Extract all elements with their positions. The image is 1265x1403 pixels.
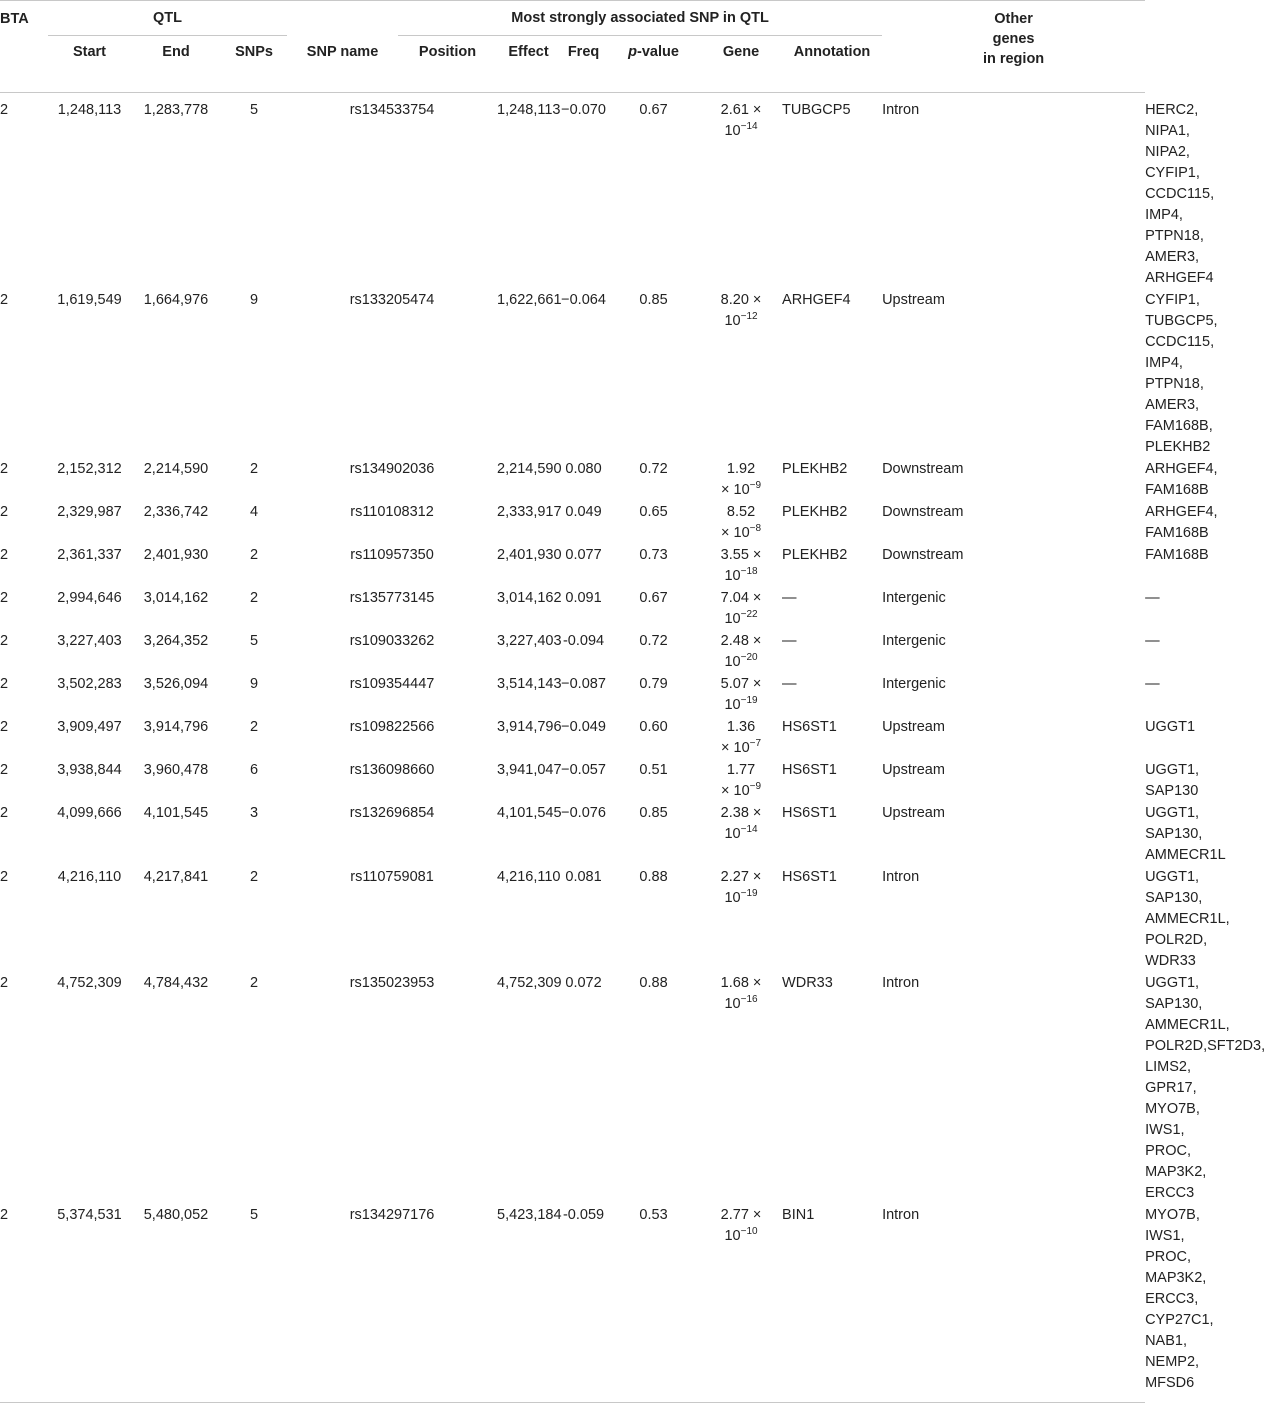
cell-gene: PLEKHB2 bbox=[782, 460, 848, 477]
cell-effect: −0.087 bbox=[561, 675, 606, 692]
cell-gene: BIN1 bbox=[782, 1205, 882, 1403]
cell-snps: 2 bbox=[249, 589, 259, 606]
header-snp-name: SNP name bbox=[287, 36, 398, 93]
cell-snp-name: rs135773145 bbox=[349, 589, 435, 606]
cell-snp-name: rs110759081 bbox=[350, 868, 434, 885]
cell-gene: PLEKHB2 bbox=[782, 546, 848, 563]
cell-bta: 2 bbox=[0, 761, 9, 778]
header-pvalue: p-value bbox=[607, 36, 700, 93]
cell-snps: 3 bbox=[249, 804, 259, 821]
cell-position: 1,248,113 bbox=[497, 102, 561, 118]
header-snps: SNPs bbox=[221, 36, 287, 93]
cell-gene: — bbox=[782, 675, 797, 692]
cell-pvalue: 1.77 × $10^{-9}$ bbox=[721, 761, 762, 799]
cell-effect: 0.091 bbox=[565, 589, 602, 606]
cell-gene: TUBGCP5 bbox=[782, 102, 851, 118]
cell-position: 2,333,917 bbox=[497, 503, 562, 520]
cell-gene: WDR33 bbox=[782, 974, 833, 991]
cell-pvalue: 2.77 × $10^{-10}$ bbox=[700, 1205, 782, 1403]
table-row: 2 2,329,987 2,336,742 4 rs110108312 2,333,917 0.049 0.65 8.52 × $10^{-8}$ PLEKHB2 Downstream ARHGEF4, FAM168B bbox=[0, 502, 1145, 545]
cell-pvalue: 3.55 × $10^{-18}$ bbox=[720, 546, 762, 584]
cell-gene: — bbox=[782, 632, 797, 649]
cell-start: 2,152,312 bbox=[57, 460, 122, 477]
cell-snps: 5 bbox=[249, 102, 259, 118]
cell-pvalue: 8.20 × $10^{-12}$ bbox=[720, 291, 762, 329]
cell-snp-name: rs132696854 bbox=[349, 804, 435, 821]
cell-start: 1,248,113 bbox=[57, 102, 122, 118]
cell-pvalue: 1.68 × $10^{-16}$ bbox=[720, 974, 762, 1012]
cell-effect: −0.064 bbox=[561, 291, 606, 308]
cell-effect: 0.072 bbox=[565, 974, 602, 991]
table-row: 2 4,099,666 4,101,545 3 rs132696854 4,101,545 −0.076 0.85 2.38 × $10^{-14}$ HS6ST1 Upstream UGGT1, SAP130, AMMECR1L bbox=[0, 803, 1145, 867]
table-row: 2 1,248,113 1,283,778 5 rs134533754 1,248,113 −0.070 0.67 2.61 × $10^{-14}$ TUBGCP5 Intron HERC2, NIPA1, NIPA2, CYFIP1, CCDC115, IMP4, PTPN18, AMER3, ARHGEF4 bbox=[0, 93, 1145, 290]
cell-position: 3,014,162 bbox=[497, 589, 562, 606]
cell-annotation: Downstream bbox=[882, 546, 964, 563]
table-row: 2 2,152,312 2,214,590 2 rs134902036 2,214,590 0.080 0.72 1.92 × $10^{-9}$ PLEKHB2 Downstream ARHGEF4, FAM168B bbox=[0, 459, 1145, 502]
cell-bta: 2 bbox=[0, 291, 9, 308]
cell-end: 1,664,976 bbox=[143, 291, 209, 308]
cell-start: 2,994,646 bbox=[57, 589, 122, 606]
table-body bbox=[0, 93, 1265, 1403]
cell-position: 3,914,796 bbox=[497, 718, 562, 735]
cell-end: 2,214,590 bbox=[143, 460, 209, 477]
cell-start: 4,099,666 bbox=[57, 804, 122, 821]
cell-snp-name: rs109354447 bbox=[349, 675, 435, 692]
cell-end: 4,101,545 bbox=[143, 804, 209, 821]
cell-end: 1,283,778 bbox=[143, 102, 209, 118]
cell-position: 3,227,403 bbox=[497, 632, 562, 649]
cell-end: 3,914,796 bbox=[143, 718, 209, 735]
cell-annotation: Downstream bbox=[882, 503, 964, 520]
cell-freq: 0.88 bbox=[639, 868, 668, 885]
cell-snp-name: rs109033262 bbox=[349, 632, 435, 649]
table-row: 2 3,502,283 3,526,094 9 rs109354447 3,514,143 −0.087 0.79 5.07 × $10^{-19}$ — Intergenic — bbox=[0, 674, 1145, 717]
cell-position: 4,216,110 bbox=[497, 868, 561, 885]
cell-position: 4,752,309 bbox=[497, 974, 562, 991]
cell-snp-name: rs110957350 bbox=[350, 546, 434, 563]
cell-snps: 2 bbox=[249, 718, 259, 735]
header-freq: Freq bbox=[560, 36, 607, 93]
cell-snp-name: rs133205474 bbox=[349, 291, 435, 308]
cell-end: 3,526,094 bbox=[143, 675, 209, 692]
cell-pvalue: 1.36 × $10^{-7}$ bbox=[721, 718, 762, 756]
cell-annotation: Intergenic bbox=[882, 675, 946, 692]
cell-snps: 9 bbox=[249, 291, 259, 308]
cell-gene: HS6ST1 bbox=[782, 804, 837, 821]
cell-bta: 2 bbox=[0, 589, 9, 606]
header-qtl: QTL bbox=[48, 1, 287, 36]
cell-effect: −0.057 bbox=[561, 761, 606, 778]
cell-pvalue: 2.27 × $10^{-19}$ bbox=[720, 868, 762, 906]
cell-gene: HS6ST1 bbox=[782, 868, 837, 885]
cell-annotation: Intron bbox=[882, 868, 920, 885]
cell-snps: 4 bbox=[249, 503, 259, 520]
cell-snp-name: rs110108312 bbox=[350, 503, 434, 520]
cell-start: 3,909,497 bbox=[57, 718, 122, 735]
header-bta: BTA bbox=[0, 1, 48, 93]
cell-snps: 2 bbox=[249, 460, 259, 477]
cell-annotation: Intron bbox=[882, 1205, 1145, 1403]
cell-annotation: Downstream bbox=[882, 460, 964, 477]
table-row: 2 3,909,497 3,914,796 2 rs109822566 3,914,796 −0.049 0.60 1.36 × $10^{-7}$ HS6ST1 Upstream UGGT1 bbox=[0, 717, 1145, 760]
table-row: 2 3,938,844 3,960,478 6 rs136098660 3,941,047 −0.057 0.51 1.77 × $10^{-9}$ HS6ST1 Upstream UGGT1, SAP130 bbox=[0, 760, 1145, 803]
cell-start: 1,619,549 bbox=[57, 291, 122, 308]
cell-bta: 2 bbox=[0, 974, 9, 991]
cell-end: 5,480,052 bbox=[131, 1205, 221, 1403]
cell-freq: 0.51 bbox=[639, 761, 668, 778]
cell-effect: −0.049 bbox=[561, 718, 606, 735]
cell-end: 4,784,432 bbox=[143, 974, 209, 991]
cell-position: 5,423,184 bbox=[497, 1205, 560, 1403]
cell-annotation: Upstream bbox=[882, 804, 945, 821]
cell-bta: 2 bbox=[0, 546, 9, 563]
cell-start: 4,216,110 bbox=[57, 868, 122, 885]
header-gene: Gene bbox=[700, 36, 782, 93]
header-position: Position bbox=[398, 36, 497, 93]
cell-annotation: Upstream bbox=[882, 291, 945, 308]
table-row: 2 2,994,646 3,014,162 2 rs135773145 3,014,162 0.091 0.67 7.04 × $10^{-22}$ — Intergenic — bbox=[0, 588, 1145, 631]
cell-gene: PLEKHB2 bbox=[782, 503, 848, 520]
cell-annotation: Upstream bbox=[882, 718, 945, 735]
cell-bta: 2 bbox=[0, 868, 9, 885]
cell-freq: 0.67 bbox=[639, 589, 668, 606]
cell-position: 3,514,143 bbox=[497, 675, 562, 692]
cell-snp-name: rs109822566 bbox=[349, 718, 435, 735]
cell-effect: -0.094 bbox=[562, 632, 605, 649]
cell-start: 5,374,531 bbox=[48, 1205, 131, 1403]
cell-annotation: Upstream bbox=[882, 761, 945, 778]
cell-start: 2,361,337 bbox=[57, 546, 122, 563]
header-other-genes: Other genes in region bbox=[882, 1, 1145, 93]
cell-snps: 2 bbox=[249, 974, 259, 991]
cell-freq: 0.65 bbox=[639, 503, 668, 520]
header-start: Start bbox=[48, 36, 131, 93]
cell-effect: -0.059 bbox=[560, 1205, 607, 1403]
cell-pvalue: 8.52 × $10^{-8}$ bbox=[721, 503, 762, 541]
cell-snps: 5 bbox=[249, 632, 259, 649]
cell-effect: −0.076 bbox=[561, 804, 606, 821]
cell-gene: HS6ST1 bbox=[782, 761, 837, 778]
cell-freq: 0.88 bbox=[639, 974, 668, 991]
cell-snp-name: rs134297176 bbox=[287, 1205, 497, 1403]
cell-freq: 0.85 bbox=[639, 291, 668, 308]
cell-end: 4,217,841 bbox=[143, 868, 209, 885]
cell-position: 2,401,930 bbox=[497, 546, 562, 563]
cell-end: 3,014,162 bbox=[143, 589, 209, 606]
cell-gene: HS6ST1 bbox=[782, 718, 837, 735]
table-row: 2 1,619,549 1,664,976 9 rs133205474 1,622,661 −0.064 0.85 8.20 × $10^{-12}$ ARHGEF4 Upstream CYFIP1, TUBGCP5, CCDC115, IMP4, PTPN18, AMER3, FAM168B, PLEKHB2 bbox=[0, 290, 1145, 459]
cell-annotation: Intron bbox=[882, 974, 920, 991]
cell-pvalue: 7.04 × $10^{-22}$ bbox=[720, 589, 762, 627]
cell-snps: 2 bbox=[249, 546, 259, 563]
cell-start: 3,502,283 bbox=[57, 675, 122, 692]
cell-bta: 2 bbox=[0, 460, 9, 477]
cell-pvalue: 2.38 × $10^{-14}$ bbox=[720, 804, 762, 842]
cell-bta: 2 bbox=[0, 1205, 48, 1403]
cell-freq: 0.72 bbox=[639, 632, 668, 649]
cell-effect: 0.080 bbox=[565, 460, 602, 477]
cell-freq: 0.67 bbox=[639, 102, 668, 118]
header-annotation: Annotation bbox=[782, 36, 882, 93]
cell-annotation: Intergenic bbox=[882, 589, 946, 606]
cell-freq: 0.72 bbox=[639, 460, 668, 477]
cell-snp-name: rs136098660 bbox=[349, 761, 435, 778]
cell-bta: 2 bbox=[0, 503, 9, 520]
cell-effect: 0.077 bbox=[565, 546, 602, 563]
cell-pvalue: 2.61 × $10^{-14}$ bbox=[720, 102, 762, 139]
cell-pvalue: 1.92 × $10^{-9}$ bbox=[721, 460, 762, 498]
cell-end: 3,264,352 bbox=[143, 632, 209, 649]
cell-bta: 2 bbox=[0, 718, 9, 735]
header-effect: Effect bbox=[497, 36, 560, 93]
cell-start: 2,329,987 bbox=[57, 503, 122, 520]
cell-bta: 2 bbox=[0, 675, 9, 692]
cell-start: 3,227,403 bbox=[57, 632, 122, 649]
table-row: 2 2,361,337 2,401,930 2 rs110957350 2,401,930 0.077 0.73 3.55 × $10^{-18}$ PLEKHB2 Downstream FAM168B bbox=[0, 545, 1145, 588]
cell-position: 4,101,545 bbox=[497, 804, 562, 821]
cell-annotation: Intergenic bbox=[882, 632, 946, 649]
cell-start: 4,752,309 bbox=[57, 974, 122, 991]
cell-position: 2,214,590 bbox=[497, 460, 562, 477]
cell-pvalue: 2.48 × $10^{-20}$ bbox=[720, 632, 762, 670]
cell-snp-name: rs135023953 bbox=[349, 974, 435, 991]
cell-bta: 2 bbox=[0, 804, 9, 821]
header-end: End bbox=[131, 36, 221, 93]
cell-effect: −0.070 bbox=[561, 102, 606, 118]
cell-annotation: Intron bbox=[882, 102, 920, 118]
cell-snp-name: rs134533754 bbox=[349, 102, 435, 118]
table-row: 2 5,374,531 5,480,052 5 rs134297176 5,423,184 -0.059 0.53 2.77 × $10^{-10}$ BIN1 Intron MYO7B, IWS1, PROC, MAP3K2, ERCC3, CYP27C1, NAB1, NEMP2, MFSD6 bbox=[0, 1205, 1145, 1403]
cell-start: 3,938,844 bbox=[57, 761, 122, 778]
cell-end: 2,336,742 bbox=[143, 503, 209, 520]
header-snp-group: Most strongly associated SNP in QTL bbox=[398, 1, 882, 36]
cell-snps: 2 bbox=[249, 868, 259, 885]
cell-end: 2,401,930 bbox=[143, 546, 209, 563]
cell-snps: 5 bbox=[221, 1205, 287, 1403]
cell-bta: 2 bbox=[0, 102, 9, 118]
cell-freq: 0.85 bbox=[639, 804, 668, 821]
cell-gene: — bbox=[782, 589, 797, 606]
cell-freq: 0.53 bbox=[607, 1205, 700, 1403]
cell-freq: 0.73 bbox=[639, 546, 668, 563]
cell-effect: 0.049 bbox=[565, 503, 602, 520]
cell-freq: 0.60 bbox=[639, 718, 668, 735]
table-row: 2 4,216,110 4,217,841 2 rs110759081 4,216,110 0.081 0.88 2.27 × $10^{-19}$ HS6ST1 Intron UGGT1, SAP130, AMMECR1L, POLR2D, WDR33 bbox=[0, 867, 1145, 973]
cell-end: 3,960,478 bbox=[143, 761, 209, 778]
cell-freq: 0.79 bbox=[639, 675, 668, 692]
cell-bta: 2 bbox=[0, 632, 9, 649]
table-row: 2 3,227,403 3,264,352 5 rs109033262 3,227,403 -0.094 0.72 2.48 × $10^{-20}$ — Intergenic — bbox=[0, 631, 1145, 674]
cell-snps: 9 bbox=[249, 675, 259, 692]
table-row: 2 4,752,309 4,784,432 2 rs135023953 4,752,309 0.072 0.88 1.68 × $10^{-16}$ WDR33 Intron UGGT1, SAP130, AMMECR1L, POLR2D,SFT2D3, LIMS2, GPR17, MYO7B, IWS1, PROC, MAP3K2, ERCC3 bbox=[0, 973, 1145, 1205]
cell-position: 1,622,661 bbox=[497, 291, 562, 308]
cell-gene: ARHGEF4 bbox=[782, 291, 851, 308]
cell-snp-name: rs134902036 bbox=[349, 460, 435, 477]
cell-pvalue: 5.07 × $10^{-19}$ bbox=[720, 675, 762, 713]
cell-snps: 6 bbox=[249, 761, 259, 778]
cell-position: 3,941,047 bbox=[497, 761, 562, 778]
cell-effect: 0.081 bbox=[565, 868, 602, 885]
